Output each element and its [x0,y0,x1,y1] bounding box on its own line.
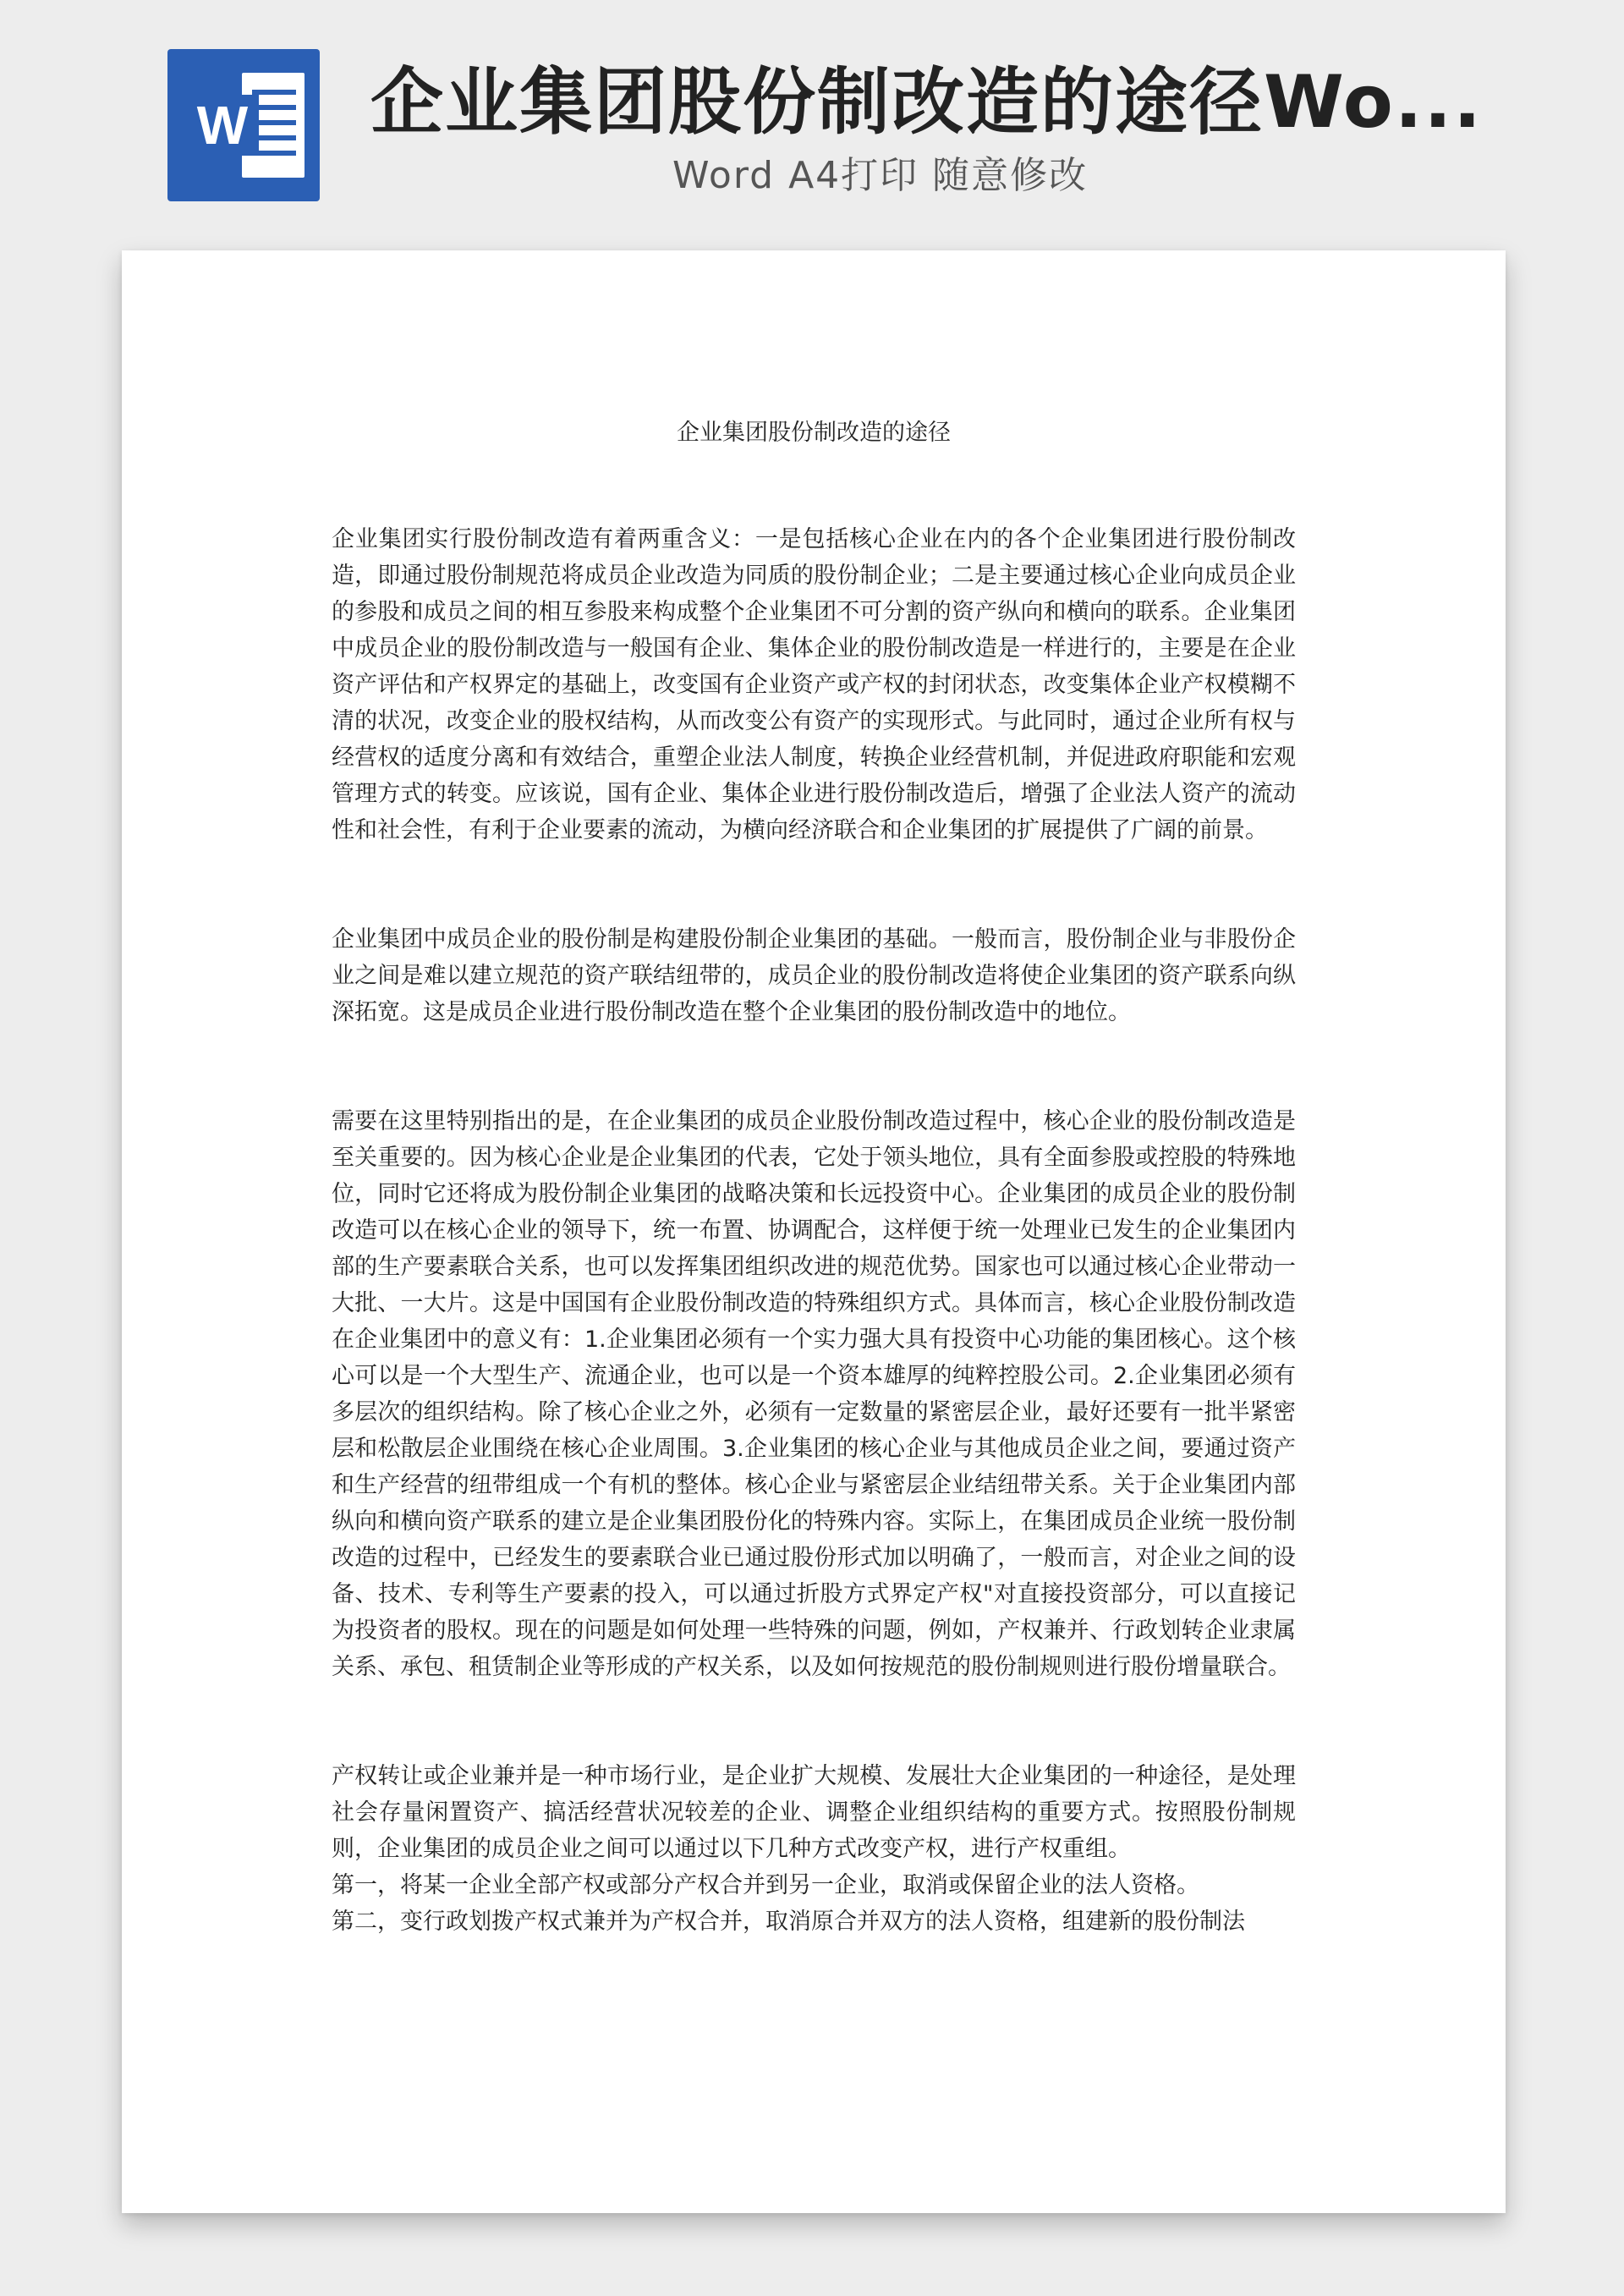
document-page [122,250,1506,2213]
document-body [332,521,1296,1940]
page-subtitle: Word A4打印 随意修改 [672,154,1089,197]
word-w-letter: W [186,95,259,156]
paragraph: 企业集团中成员企业的股份制是构建股份制企业集团的基础。一般而言，股份制企业与非股份企业之间是难以建立规范的资产联结纽带的，成员企业的股份制改造将使企业集团的资产联系向纵深拓宽。这是成员企业进行股份制改造在整个企业集团的股份制改造中的地位。 [332,926,1296,1025]
header [0,0,1624,237]
paragraph: 企业集团实行股份制改造有着两重含义：一是包括核心企业在内的各个企业集团进行股份制改造，即通过股份制规范将成员企业改造为同质的股份制企业；二是主要通过核心企业向成员企业的参股和成员之间的相互参股来构成整个企业集团不可分割的资产纵向和横向的联系。企业集团中成员企业的股份制改造与一般国有企业、集体企业的股份制改造是一样进行的，主要是在企业资产评估和产权界定的基础上，改变国有企业资产或产权的封闭状态，改变集体企业产权模糊不清的状况，改变企业的股权结构，从而改变公有资产的实现形式。与此同时，通过企业所有权与经营权的适度分离和有效结合，重塑企业法人制度，转换企业经营机制，并促进政府职能和宏观管理方式的转变。应该说，国有企业、集体企业进行股份制改造后，增强了企业法人资产的流动性和社会性，有利于企业要素的流动，为横向经济联合和企业集团的扩展提供了广阔的前景。 [332,526,1296,843]
paragraph: 需要在这里特别指出的是，在企业集团的成员企业股份制改造过程中，核心企业的股份制改造是至关重要的。因为核心企业是企业集团的代表，它处于领头地位，具有全面参股或控股的特殊地位，同时它还将成为股份制企业集团的战略决策和长远投资中心。企业集团的成员企业的股份制改造可以在核心企业的领导下，统一布置、协调配合，这样便于统一处理业已发生的企业集团内部的生产要素联合关系，也可以发挥集团组织改进的规范优势。国家也可以通过核心企业带动一大批、一大片。这是中国国有企业股份制改造的特殊组织方式。具体而言，核心企业股份制改造在企业集团中的意义有：1.企业集团必须有一个实力强大具有投资中心功能的集团核心。这个核心可以是一个大型生产、流通企业，也可以是一个资本雄厚的纯粹控股公司。2.企业集团必须有多层次的组织结构。除了核心企业之外，必须有一定数量的紧密层企业，最好还要有一批半紧密层和松散层企业围绕在核心企业周围。3.企业集团的核心企业与其他成员企业之间，要通过资产和生产经营的纽带组成一个有机的整体。核心企业与紧密层企业结纽带关系。关于企业集团内部纵向和横向资产联系的建立是企业集团股份化的特殊内容。实际上，在集团成员企业统一股份制改造的过程中，已经发生的要素联合业已通过股份形式加以明确了，一般而言，对企业之间的设备、技术、专利等生产要素的投入，可以通过折股方式界定产权"对直接投资部分，可以直接记为投资者的股权。现在的问题是如何处理一些特殊的问题，例如，产权兼并、行政划转企业隶属关系、承包、租赁制企业等形成的产权关系，以及如何按规范的股份制规则进行股份增量联合。 [332,1108,1296,1680]
word-logo-icon [167,49,320,201]
paragraph: 第二，变行政划拨产权式兼并为产权合并，取消原合并双方的法人资格，组建新的股份制法 [332,1909,1245,1935]
paragraph: 产权转让或企业兼并是一种市场行业，是企业扩大规模、发展壮大企业集团的一种途径，是处理社会存量闲置资产、搞活经营状况较差的企业、调整企业组织结构的重要方式。按照股份制规则，企业集团的成员企业之间可以通过以下几种方式改变产权，进行产权重组。 [332,1763,1296,1862]
document-title: 企业集团股份制改造的途径 [677,420,951,446]
page-title: 企业集团股份制改造的途径Wo... [370,60,1483,145]
paragraph: 第一，将某一企业全部产权或部分产权合并到另一企业，取消或保留企业的法人资格。 [332,1872,1199,1898]
